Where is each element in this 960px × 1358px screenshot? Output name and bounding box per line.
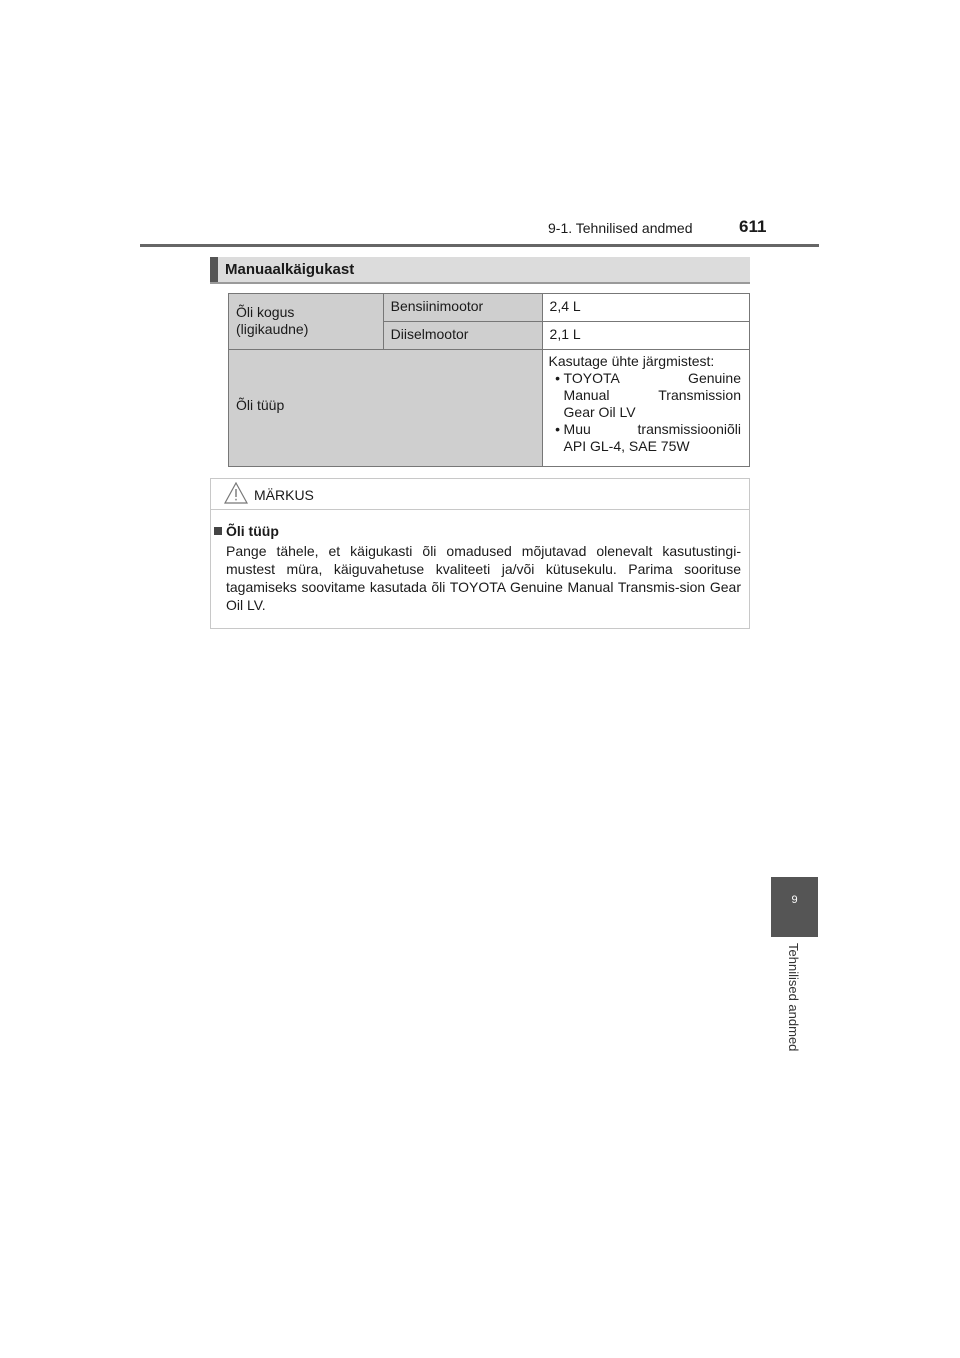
option2-line1: Muu transmissiooniõli: [563, 421, 741, 437]
oil-type-label: Õli tüüp: [236, 397, 285, 413]
oil-spec-table: [228, 293, 750, 467]
value-cell: [542, 322, 749, 350]
table-row: [229, 294, 750, 322]
value-cell: [542, 294, 749, 322]
header-rule: [140, 244, 819, 247]
notice-subtitle-text: Õli tüüp: [226, 523, 279, 539]
table-row: [229, 350, 750, 467]
chapter-tab-title: Tehnilised andmed: [786, 943, 801, 1052]
engine-cell: [383, 294, 542, 322]
diesel-oil-quantity: 2,1 L: [549, 326, 581, 342]
heading-accent-bar: [210, 257, 218, 282]
notice-body: [211, 510, 749, 614]
list-item: [549, 370, 741, 421]
notice-subtitle: [214, 522, 741, 540]
option1-line3: Gear Oil LV: [563, 404, 636, 420]
option2-line2: API GL-4, SAE 75W: [563, 438, 690, 454]
option1-line1: TOYOTA Genuine: [563, 370, 741, 386]
page-number: 611: [739, 217, 767, 236]
notice-label: MÄRKUS: [254, 487, 314, 503]
oil-type-value-cell: [542, 350, 749, 467]
header-section-title: 9-1. Tehnilised andmed: [548, 220, 693, 236]
section-heading-text: Manuaalkäigukast: [225, 261, 355, 278]
engine-diesel: Diiselmootor: [390, 326, 469, 342]
warning-icon: [224, 482, 248, 504]
notice-box: [210, 478, 750, 629]
oil-quantity-label-cell: [229, 294, 384, 350]
engine-petrol: Bensiinimootor: [390, 298, 484, 314]
list-item: [549, 421, 741, 455]
oil-quantity-label-line1: Õli kogus: [236, 304, 295, 320]
oil-quantity-label-line2: (ligikaudne): [236, 321, 309, 337]
notice-text: Pange tähele, et käigukasti õli omadused mõjutavad olenevalt kasutustingi-mustest müra, käiguvahetuse kvaliteeti ja/või kütusekulu. Parima soorituse tagamiseks soovitame kasutada õli TOYOTA Genuine Manual Transmis-sion Gear Oil LV.: [226, 543, 741, 613]
bullet-icon: •: [555, 421, 560, 437]
oil-type-intro: Kasutage ühte järgmistest:: [548, 353, 715, 369]
square-bullet-icon: [214, 527, 222, 535]
oil-type-label-cell: [229, 350, 543, 467]
engine-cell: [383, 322, 542, 350]
option1-line2: Manual Transmission: [563, 387, 741, 403]
bullet-icon: •: [555, 370, 560, 386]
notice-header: [211, 479, 749, 510]
chapter-tab-number: 9: [771, 877, 818, 937]
section-heading: [210, 257, 750, 284]
petrol-oil-quantity: 2,4 L: [549, 298, 581, 314]
